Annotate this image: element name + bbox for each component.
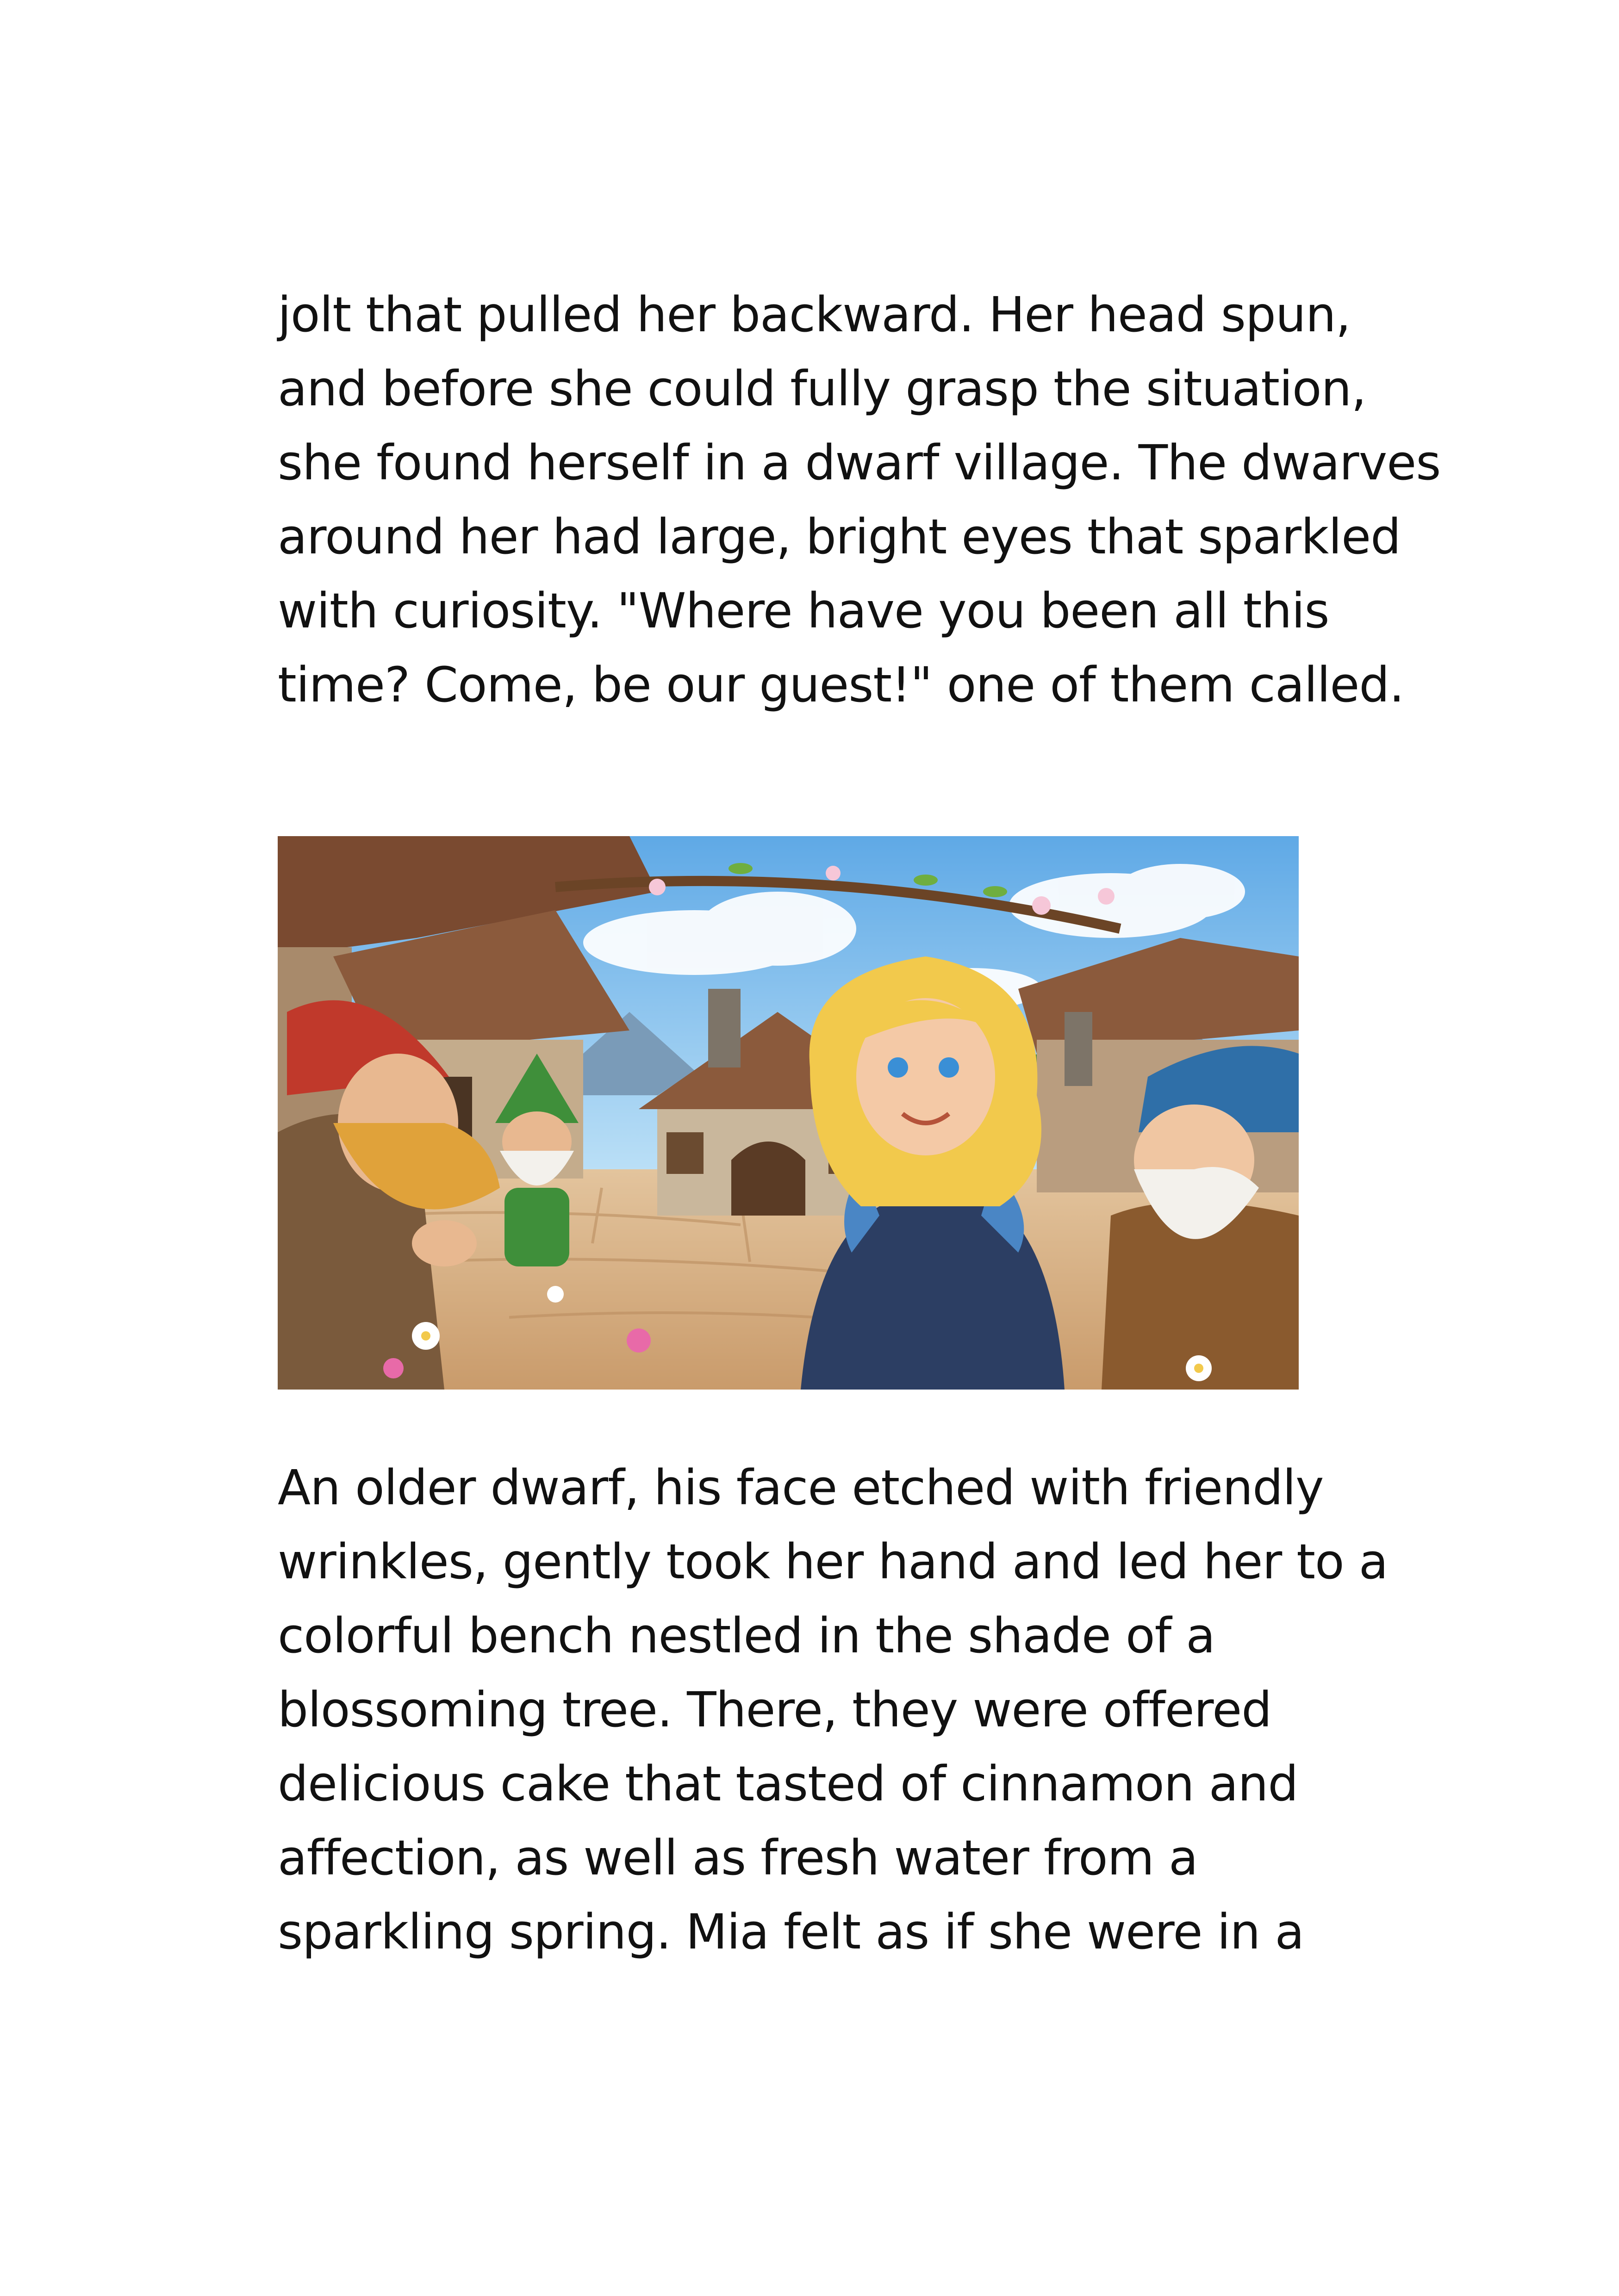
- text-line: with curiosity. "Where have you been all this: [278, 583, 1329, 639]
- text-line: wrinkles, gently took her hand and led her to a: [278, 1533, 1388, 1590]
- text-line: she found herself in a dwarf village. The dwarves: [278, 434, 1441, 491]
- text-line: blossoming tree. There, they were offered: [278, 1682, 1272, 1738]
- paragraph-2: [278, 1451, 1389, 1969]
- text-line: affection, as well as fresh water from a: [278, 1830, 1198, 1886]
- text-line: around her had large, bright eyes that sparkled: [278, 509, 1401, 565]
- text-line: jolt that pulled her backward. Her head spun,: [278, 286, 1351, 343]
- text-line: sparkling spring. Mia felt as if she were in a: [278, 1904, 1304, 1960]
- story-illustration: [278, 836, 1299, 1390]
- text-line: colorful bench nestled in the shade of a: [278, 1607, 1215, 1664]
- blonde-girl: [801, 956, 1065, 1390]
- text-line: An older dwarf, his face etched with friendly: [278, 1459, 1324, 1516]
- text-line: delicious cake that tasted of cinnamon and: [278, 1756, 1298, 1812]
- paragraph-1: [278, 278, 1441, 722]
- dwarf-village-scene: [278, 836, 1299, 1390]
- text-line: time? Come, be our guest!" one of them called.: [278, 657, 1404, 713]
- text-line: and before she could fully grasp the situation,: [278, 360, 1366, 417]
